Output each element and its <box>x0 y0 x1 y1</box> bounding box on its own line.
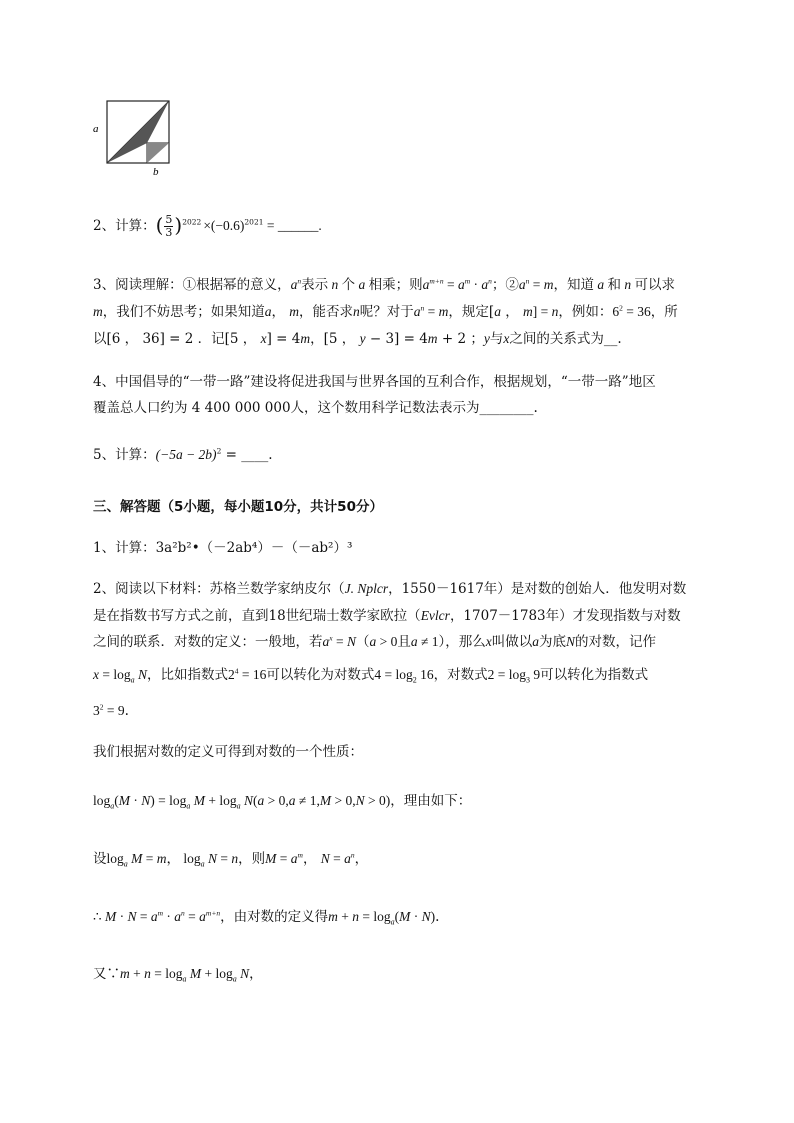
square-figure <box>90 96 180 178</box>
question-4-line-2: 覆盖总人口约为 4 400 000 000人，这个数用科学记数法表示为________. <box>93 400 538 416</box>
small-shaded-triangle <box>147 143 169 163</box>
property-intro: 我们根据对数的定义可得到对数的一个性质： <box>93 744 363 760</box>
answer-question-2-line-2: 是在指数书写方式之前，直到18世纪瑞士数学家欧拉（Evlcr，1707－1783年）才发现指数与对数 <box>93 608 681 624</box>
section-3-title: 三、解答题（5小题，每小题10分，共计50分） <box>93 499 383 515</box>
question-4-line-1: 4、中国倡导的“一带一路”建设将促进我国与世界各国的互利合作，根据规划，“一带一路”地区 <box>93 374 656 390</box>
label-b: b <box>153 166 159 178</box>
answer-question-2-line-1: 2、阅读以下材料：苏格兰数学家纳皮尔（J. Nplcr，1550－1617年）是对数的创始人．他发明对数 <box>93 581 687 597</box>
question-2: 2、计算：( $\frac{5}{3}$ )$^{2022} \times(-0.6)^{2021}$ = ______. <box>93 213 322 239</box>
answer-question-2-line-5: $3^2 = 9$. <box>93 702 129 719</box>
label-a: a <box>93 123 99 135</box>
fraction-5-3: $\frac{5}{3}$ <box>165 213 173 239</box>
property-formula: $\log_a(M \cdot N) = \log_a M + \log_a N(a > 0,a \ne 1,M > 0,N > 0)$，理由如下： <box>93 793 472 811</box>
question-3-line-1: 3、阅读理解：①根据幂的意义，$a^n$表示 n 个 a 相乘；则$a^{m+n} = a^m \cdot a^n$；$②a^n = m$，知道 a 和 n 可以求 <box>93 276 675 293</box>
therefore-line: ∴ $M \cdot N = a^m \cdot a^n = a^{m+n}$，由对数的定义得$m + n = \log_a(M \cdot N)$. <box>93 908 440 927</box>
answer-question-1: 1、计算：3a²b²•（－2ab⁴）－（－ab²）³ <box>93 540 353 556</box>
set-line: 设$\log_a M = m$， $\log_a N = n$，则$M = a^m$， $N = a^n$， <box>93 850 369 869</box>
question-3-line-2: m，我们不妨思考；如果知道a， m，能否求n呢？对于$a^n = m$，规定[a ， m] = n，例如：$6^2 = 36$，所 <box>93 303 678 320</box>
shaded-triangle <box>107 101 169 163</box>
answer-question-2-line-4: $x = \log_a N$，比如指数式$2^4 = 16$可以转化为对数式$4 = \log_2 16$，对数式$2 = \log_3 9$可以转化为指数式 <box>93 666 649 685</box>
question-5: 5、计算：$(-5a - 2b)^2$ = ____. <box>93 446 273 463</box>
question-3-line-3: 以[6 ， 36] = 2 ．记[5 ， x] = 4m，[5 ， y − 3] = 4m + 2 ；y与x之间的关系式为__. <box>93 331 622 347</box>
answer-question-2-line-3: 之间的联系．对数的定义：一般地，若$a^x = N(a > 0$且a ≠ 1），那么x叫做以a为底N的对数，记作 <box>93 633 657 650</box>
again-line: 又∵m + $n = \log_a M + \log_a N$， <box>93 966 263 984</box>
